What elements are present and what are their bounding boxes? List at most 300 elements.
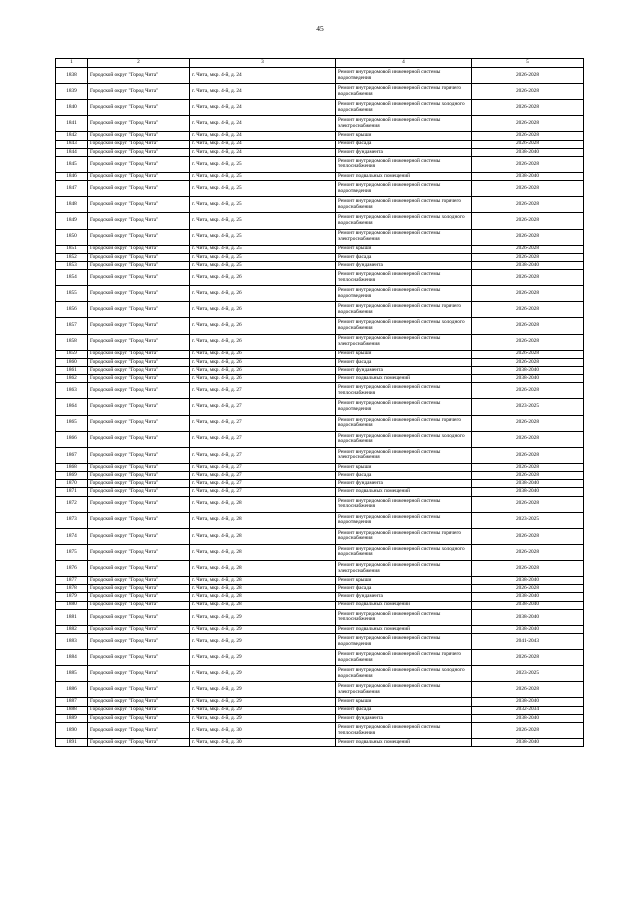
work-type-cell: Ремонт внутридомовой инженерной системы теплоснабжения [336, 496, 472, 512]
period-cell: 2026-2028 [472, 472, 584, 480]
row-number-cell: 1857 [56, 318, 88, 334]
municipality-cell: Городской округ "Город Чита" [88, 173, 190, 181]
table-row [56, 714, 584, 722]
period-cell: 2041-2043 [472, 634, 584, 650]
address-cell: г. Чита, мкр. 4-й, д. 24 [190, 116, 336, 132]
period-cell: 2023-2025 [472, 399, 584, 415]
table-row [56, 666, 584, 682]
period-cell: 2026-2028 [472, 140, 584, 148]
municipality-cell: Городской округ "Город Чита" [88, 431, 190, 447]
address-cell: г. Чита, мкр. 4-й, д. 27 [190, 480, 336, 488]
period-cell: 2038-2040 [472, 148, 584, 156]
municipality-cell: Городской округ "Город Чита" [88, 706, 190, 714]
row-number-cell: 1851 [56, 245, 88, 253]
address-cell: г. Чита, мкр. 4-й, д. 26 [190, 318, 336, 334]
table-row [56, 116, 584, 132]
row-number-cell: 1869 [56, 472, 88, 480]
address-cell: г. Чита, мкр. 4-й, д. 27 [190, 415, 336, 431]
address-cell: г. Чита, мкр. 4-й, д. 27 [190, 383, 336, 399]
table-row [56, 480, 584, 488]
address-cell: г. Чита, мкр. 4-й, д. 29 [190, 666, 336, 682]
municipality-cell: Городской округ "Город Чита" [88, 714, 190, 722]
table-row [56, 358, 584, 366]
table-row [56, 302, 584, 318]
address-cell: г. Чита, мкр. 4-й, д. 26 [190, 334, 336, 350]
work-type-cell: Ремонт подвальных помещений [336, 173, 472, 181]
table-row [56, 625, 584, 633]
work-type-cell: Ремонт внутридомовой инженерной системы водоотведения [336, 181, 472, 197]
row-number-cell: 1878 [56, 585, 88, 593]
table-row [56, 634, 584, 650]
table-row [56, 512, 584, 528]
address-cell: г. Чита, мкр. 4-й, д. 28 [190, 496, 336, 512]
table-row [56, 593, 584, 601]
municipality-cell: Городской округ "Город Чита" [88, 560, 190, 576]
address-cell: г. Чита, мкр. 4-й, д. 25 [190, 173, 336, 181]
period-cell: 2038-2040 [472, 601, 584, 609]
table-row [56, 415, 584, 431]
address-cell: г. Чита, мкр. 4-й, д. 29 [190, 650, 336, 666]
table-row [56, 148, 584, 156]
address-cell: г. Чита, мкр. 4-й, д. 28 [190, 560, 336, 576]
row-number-cell: 1855 [56, 286, 88, 302]
work-type-cell: Ремонт подвальных помещений [336, 375, 472, 383]
work-type-cell: Ремонт подвальных помещений [336, 601, 472, 609]
column-header: 4 [336, 59, 472, 68]
table-row [56, 650, 584, 666]
address-cell: г. Чита, мкр. 4-й, д. 27 [190, 488, 336, 496]
work-type-cell: Ремонт внутридомовой инженерной системы водоотведения [336, 512, 472, 528]
address-cell: г. Чита, мкр. 4-й, д. 27 [190, 447, 336, 463]
municipality-cell: Городской округ "Город Чита" [88, 140, 190, 148]
period-cell: 2038-2040 [472, 261, 584, 269]
work-type-cell: Ремонт внутридомовой инженерной системы теплоснабжения [336, 723, 472, 739]
work-type-cell: Ремонт внутридомовой инженерной системы холодного водоснабжения [336, 544, 472, 560]
municipality-cell: Городской округ "Город Чита" [88, 496, 190, 512]
municipality-cell: Городской округ "Город Чита" [88, 350, 190, 358]
table-row [56, 463, 584, 471]
table-row [56, 229, 584, 245]
row-number-cell: 1861 [56, 367, 88, 375]
work-type-cell: Ремонт подвальных помещений [336, 488, 472, 496]
period-cell: 2026-2028 [472, 318, 584, 334]
period-cell: 2038-2040 [472, 367, 584, 375]
table-row [56, 399, 584, 415]
work-type-cell: Ремонт фасада [336, 253, 472, 261]
period-cell: 2026-2028 [472, 197, 584, 213]
municipality-cell: Городской округ "Город Чита" [88, 286, 190, 302]
row-number-cell: 1890 [56, 723, 88, 739]
period-cell: 2026-2028 [472, 544, 584, 560]
address-cell: г. Чита, мкр. 4-й, д. 29 [190, 609, 336, 625]
work-type-cell: Ремонт фасада [336, 472, 472, 480]
period-cell: 2026-2028 [472, 650, 584, 666]
address-cell: г. Чита, мкр. 4-й, д. 24 [190, 148, 336, 156]
table-row [56, 383, 584, 399]
row-number-cell: 1868 [56, 463, 88, 471]
table-row [56, 375, 584, 383]
work-type-cell: Ремонт фундамента [336, 261, 472, 269]
table-body [56, 68, 584, 747]
row-number-cell: 1888 [56, 706, 88, 714]
municipality-cell: Городской округ "Город Чита" [88, 528, 190, 544]
municipality-cell: Городской округ "Город Чита" [88, 698, 190, 706]
work-type-cell: Ремонт внутридомовой инженерной системы холодного водоснабжения [336, 213, 472, 229]
work-type-cell: Ремонт внутридомовой инженерной системы холодного водоснабжения [336, 431, 472, 447]
period-cell: 2038-2040 [472, 488, 584, 496]
address-cell: г. Чита, мкр. 4-й, д. 25 [190, 156, 336, 172]
table-row [56, 723, 584, 739]
table-row [56, 261, 584, 269]
row-number-cell: 1862 [56, 375, 88, 383]
row-number-cell: 1848 [56, 197, 88, 213]
work-type-cell: Ремонт фасада [336, 706, 472, 714]
municipality-cell: Городской округ "Город Чита" [88, 577, 190, 585]
period-cell: 2026-2028 [472, 528, 584, 544]
period-cell: 2026-2028 [472, 84, 584, 100]
row-number-cell: 1844 [56, 148, 88, 156]
work-type-cell: Ремонт внутридомовой инженерной системы горячего водоснабжения [336, 650, 472, 666]
work-type-cell: Ремонт внутридомовой инженерной системы теплоснабжения [336, 383, 472, 399]
address-cell: г. Чита, мкр. 4-й, д. 24 [190, 68, 336, 84]
row-number-cell: 1840 [56, 100, 88, 116]
table-row [56, 68, 584, 84]
column-header: 2 [88, 59, 190, 68]
row-number-cell: 1884 [56, 650, 88, 666]
row-number-cell: 1880 [56, 601, 88, 609]
table-row [56, 181, 584, 197]
table-row [56, 560, 584, 576]
address-cell: г. Чита, мкр. 4-й, д. 27 [190, 472, 336, 480]
municipality-cell: Городской округ "Город Чита" [88, 480, 190, 488]
period-cell: 2026-2028 [472, 560, 584, 576]
period-cell: 2038-2040 [472, 609, 584, 625]
row-number-cell: 1871 [56, 488, 88, 496]
address-cell: г. Чита, мкр. 4-й, д. 26 [190, 367, 336, 375]
row-number-cell: 1881 [56, 609, 88, 625]
row-number-cell: 1876 [56, 560, 88, 576]
work-type-cell: Ремонт фундамента [336, 593, 472, 601]
municipality-cell: Городской округ "Город Чита" [88, 383, 190, 399]
work-type-cell: Ремонт внутридомовой инженерной системы горячего водоснабжения [336, 302, 472, 318]
row-number-cell: 1839 [56, 84, 88, 100]
address-cell: г. Чита, мкр. 4-й, д. 29 [190, 698, 336, 706]
municipality-cell: Городской округ "Город Чита" [88, 367, 190, 375]
period-cell: 2038-2040 [472, 577, 584, 585]
work-type-cell: Ремонт внутридомовой инженерной системы теплоснабжения [336, 270, 472, 286]
municipality-cell: Городской округ "Город Чита" [88, 116, 190, 132]
work-type-cell: Ремонт подвальных помещений [336, 625, 472, 633]
period-cell: 2026-2028 [472, 132, 584, 140]
period-cell: 2038-2040 [472, 480, 584, 488]
work-type-cell: Ремонт внутридомовой инженерной системы холодного водоснабжения [336, 318, 472, 334]
row-number-cell: 1854 [56, 270, 88, 286]
column-header: 1 [56, 59, 88, 68]
address-cell: г. Чита, мкр. 4-й, д. 27 [190, 399, 336, 415]
address-cell: г. Чита, мкр. 4-й, д. 27 [190, 431, 336, 447]
period-cell: 2026-2028 [472, 213, 584, 229]
work-type-cell: Ремонт фундамента [336, 714, 472, 722]
work-type-cell: Ремонт внутридомовой инженерной системы электроснабжения [336, 682, 472, 698]
work-type-cell: Ремонт подвальных помещений [336, 739, 472, 747]
address-cell: г. Чита, мкр. 4-й, д. 29 [190, 625, 336, 633]
period-cell: 2026-2028 [472, 245, 584, 253]
work-type-cell: Ремонт внутридомовой инженерной системы электроснабжения [336, 334, 472, 350]
municipality-cell: Городской округ "Город Чита" [88, 318, 190, 334]
row-number-cell: 1847 [56, 181, 88, 197]
table-row [56, 286, 584, 302]
row-number-cell: 1860 [56, 358, 88, 366]
table-row [56, 253, 584, 261]
municipality-cell: Городской округ "Город Чита" [88, 634, 190, 650]
period-cell: 2026-2028 [472, 496, 584, 512]
municipality-cell: Городской округ "Город Чита" [88, 132, 190, 140]
address-cell: г. Чита, мкр. 4-й, д. 24 [190, 140, 336, 148]
address-cell: г. Чита, мкр. 4-й, д. 25 [190, 261, 336, 269]
work-type-cell: Ремонт фундамента [336, 367, 472, 375]
work-type-cell: Ремонт внутридомовой инженерной системы теплоснабжения [336, 609, 472, 625]
period-cell: 2026-2028 [472, 253, 584, 261]
table-row [56, 270, 584, 286]
table-row [56, 706, 584, 714]
address-cell: г. Чита, мкр. 4-й, д. 28 [190, 544, 336, 560]
municipality-cell: Городской округ "Город Чита" [88, 84, 190, 100]
period-cell: 2026-2028 [472, 334, 584, 350]
period-cell: 2026-2028 [472, 383, 584, 399]
work-type-cell: Ремонт внутридомовой инженерной системы холодного водоснабжения [336, 100, 472, 116]
table-row [56, 84, 584, 100]
work-type-cell: Ремонт фасада [336, 140, 472, 148]
work-type-cell: Ремонт внутридомовой инженерной системы водоотведения [336, 286, 472, 302]
table-row [56, 528, 584, 544]
municipality-cell: Городской округ "Город Чита" [88, 213, 190, 229]
row-number-cell: 1845 [56, 156, 88, 172]
address-cell: г. Чита, мкр. 4-й, д. 30 [190, 739, 336, 747]
row-number-cell: 1858 [56, 334, 88, 350]
row-number-cell: 1846 [56, 173, 88, 181]
period-cell: 2026-2028 [472, 463, 584, 471]
row-number-cell: 1838 [56, 68, 88, 84]
row-number-cell: 1842 [56, 132, 88, 140]
period-cell: 2026-2028 [472, 100, 584, 116]
work-type-cell: Ремонт внутридомовой инженерной системы электроснабжения [336, 447, 472, 463]
municipality-cell: Городской округ "Город Чита" [88, 270, 190, 286]
table-header-row [56, 59, 584, 68]
table-row [56, 496, 584, 512]
address-cell: г. Чита, мкр. 4-й, д. 28 [190, 512, 336, 528]
period-cell: 2038-2040 [472, 173, 584, 181]
work-type-cell: Ремонт крыши [336, 698, 472, 706]
row-number-cell: 1866 [56, 431, 88, 447]
period-cell: 2026-2028 [472, 181, 584, 197]
row-number-cell: 1889 [56, 714, 88, 722]
address-cell: г. Чита, мкр. 4-й, д. 24 [190, 84, 336, 100]
work-type-cell: Ремонт фасада [336, 585, 472, 593]
address-cell: г. Чита, мкр. 4-й, д. 28 [190, 577, 336, 585]
municipality-cell: Городской округ "Город Чита" [88, 544, 190, 560]
row-number-cell: 1843 [56, 140, 88, 148]
municipality-cell: Городской округ "Город Чита" [88, 334, 190, 350]
address-cell: г. Чита, мкр. 4-й, д. 25 [190, 229, 336, 245]
municipality-cell: Городской округ "Город Чита" [88, 302, 190, 318]
address-cell: г. Чита, мкр. 4-й, д. 25 [190, 197, 336, 213]
municipality-cell: Городской округ "Город Чита" [88, 245, 190, 253]
table-row [56, 213, 584, 229]
table-row [56, 197, 584, 213]
row-number-cell: 1867 [56, 447, 88, 463]
work-type-cell: Ремонт крыши [336, 463, 472, 471]
work-type-cell: Ремонт внутридомовой инженерной системы электроснабжения [336, 560, 472, 576]
row-number-cell: 1891 [56, 739, 88, 747]
table-row [56, 140, 584, 148]
table-row [56, 472, 584, 480]
municipality-cell: Городской округ "Город Чита" [88, 650, 190, 666]
work-type-cell: Ремонт внутридомовой инженерной системы холодного водоснабжения [336, 666, 472, 682]
work-type-cell: Ремонт внутридомовой инженерной системы электроснабжения [336, 229, 472, 245]
municipality-cell: Городской округ "Город Чита" [88, 375, 190, 383]
column-header: 3 [190, 59, 336, 68]
municipality-cell: Городской округ "Город Чита" [88, 197, 190, 213]
municipality-cell: Городской округ "Город Чита" [88, 399, 190, 415]
municipality-cell: Городской округ "Город Чита" [88, 601, 190, 609]
table-row [56, 544, 584, 560]
address-cell: г. Чита, мкр. 4-й, д. 26 [190, 270, 336, 286]
table-row [56, 245, 584, 253]
municipality-cell: Городской округ "Город Чита" [88, 585, 190, 593]
period-cell: 2026-2028 [472, 358, 584, 366]
municipality-cell: Городской округ "Город Чита" [88, 68, 190, 84]
period-cell: 2026-2028 [472, 723, 584, 739]
period-cell: 2023-2025 [472, 666, 584, 682]
table-row [56, 698, 584, 706]
row-number-cell: 1886 [56, 682, 88, 698]
address-cell: г. Чита, мкр. 4-й, д. 26 [190, 350, 336, 358]
table-row [56, 488, 584, 496]
period-cell: 2026-2028 [472, 156, 584, 172]
row-number-cell: 1864 [56, 399, 88, 415]
address-cell: г. Чита, мкр. 4-й, д. 24 [190, 100, 336, 116]
period-cell: 2026-2028 [472, 116, 584, 132]
period-cell: 2026-2028 [472, 229, 584, 245]
address-cell: г. Чита, мкр. 4-й, д. 24 [190, 132, 336, 140]
row-number-cell: 1870 [56, 480, 88, 488]
address-cell: г. Чита, мкр. 4-й, д. 25 [190, 253, 336, 261]
municipality-cell: Городской округ "Город Чита" [88, 739, 190, 747]
period-cell: 2026-2028 [472, 447, 584, 463]
table-row [56, 609, 584, 625]
work-type-cell: Ремонт фундамента [336, 480, 472, 488]
table-row [56, 173, 584, 181]
address-cell: г. Чита, мкр. 4-й, д. 28 [190, 593, 336, 601]
row-number-cell: 1856 [56, 302, 88, 318]
row-number-cell: 1853 [56, 261, 88, 269]
period-cell: 2026-2028 [472, 286, 584, 302]
address-cell: г. Чита, мкр. 4-й, д. 28 [190, 601, 336, 609]
address-cell: г. Чита, мкр. 4-й, д. 29 [190, 682, 336, 698]
work-type-cell: Ремонт внутридомовой инженерной системы водоотведения [336, 399, 472, 415]
address-cell: г. Чита, мкр. 4-й, д. 28 [190, 585, 336, 593]
row-number-cell: 1852 [56, 253, 88, 261]
period-cell: 2038-2040 [472, 739, 584, 747]
table-row [56, 367, 584, 375]
address-cell: г. Чита, мкр. 4-й, д. 26 [190, 358, 336, 366]
table-row [56, 334, 584, 350]
work-type-cell: Ремонт крыши [336, 132, 472, 140]
row-number-cell: 1879 [56, 593, 88, 601]
work-type-cell: Ремонт внутридомовой инженерной системы горячего водоснабжения [336, 84, 472, 100]
row-number-cell: 1849 [56, 213, 88, 229]
row-number-cell: 1885 [56, 666, 88, 682]
municipality-cell: Городской округ "Город Чита" [88, 447, 190, 463]
work-type-cell: Ремонт внутридомовой инженерной системы теплоснабжения [336, 156, 472, 172]
municipality-cell: Городской округ "Город Чита" [88, 100, 190, 116]
work-type-cell: Ремонт внутридомовой инженерной системы электроснабжения [336, 116, 472, 132]
work-type-cell: Ремонт внутридомовой инженерной системы горячего водоснабжения [336, 197, 472, 213]
table-row [56, 682, 584, 698]
repair-schedule-table [55, 58, 584, 747]
row-number-cell: 1882 [56, 625, 88, 633]
row-number-cell: 1873 [56, 512, 88, 528]
row-number-cell: 1877 [56, 577, 88, 585]
period-cell: 2026-2028 [472, 350, 584, 358]
row-number-cell: 1841 [56, 116, 88, 132]
period-cell: 2026-2028 [472, 585, 584, 593]
work-type-cell: Ремонт внутридомовой инженерной системы водоотведения [336, 634, 472, 650]
row-number-cell: 1872 [56, 496, 88, 512]
municipality-cell: Городской округ "Город Чита" [88, 415, 190, 431]
municipality-cell: Городской округ "Город Чита" [88, 609, 190, 625]
municipality-cell: Городской округ "Город Чита" [88, 682, 190, 698]
period-cell: 2032-2034 [472, 706, 584, 714]
address-cell: г. Чита, мкр. 4-й, д. 25 [190, 245, 336, 253]
address-cell: г. Чита, мкр. 4-й, д. 29 [190, 714, 336, 722]
row-number-cell: 1863 [56, 383, 88, 399]
work-type-cell: Ремонт крыши [336, 350, 472, 358]
period-cell: 2026-2028 [472, 270, 584, 286]
table-row [56, 156, 584, 172]
address-cell: г. Чита, мкр. 4-й, д. 25 [190, 181, 336, 197]
table-row [56, 100, 584, 116]
table-row [56, 431, 584, 447]
municipality-cell: Городской округ "Город Чита" [88, 358, 190, 366]
address-cell: г. Чита, мкр. 4-й, д. 26 [190, 302, 336, 318]
table-row [56, 577, 584, 585]
row-number-cell: 1874 [56, 528, 88, 544]
row-number-cell: 1859 [56, 350, 88, 358]
page-number: 45 [316, 24, 324, 33]
period-cell: 2026-2028 [472, 431, 584, 447]
municipality-cell: Городской округ "Город Чита" [88, 666, 190, 682]
table-row [56, 350, 584, 358]
address-cell: г. Чита, мкр. 4-й, д. 26 [190, 286, 336, 302]
period-cell: 2038-2040 [472, 593, 584, 601]
table-row [56, 132, 584, 140]
municipality-cell: Городской округ "Город Чита" [88, 625, 190, 633]
work-type-cell: Ремонт фасада [336, 358, 472, 366]
work-type-cell: Ремонт крыши [336, 245, 472, 253]
row-number-cell: 1875 [56, 544, 88, 560]
table-row [56, 318, 584, 334]
row-number-cell: 1887 [56, 698, 88, 706]
municipality-cell: Городской округ "Город Чита" [88, 472, 190, 480]
address-cell: г. Чита, мкр. 4-й, д. 27 [190, 463, 336, 471]
municipality-cell: Городской округ "Город Чита" [88, 181, 190, 197]
municipality-cell: Городской округ "Город Чита" [88, 156, 190, 172]
period-cell: 2038-2040 [472, 625, 584, 633]
municipality-cell: Городской округ "Город Чита" [88, 261, 190, 269]
table-row [56, 447, 584, 463]
period-cell: 2038-2040 [472, 375, 584, 383]
